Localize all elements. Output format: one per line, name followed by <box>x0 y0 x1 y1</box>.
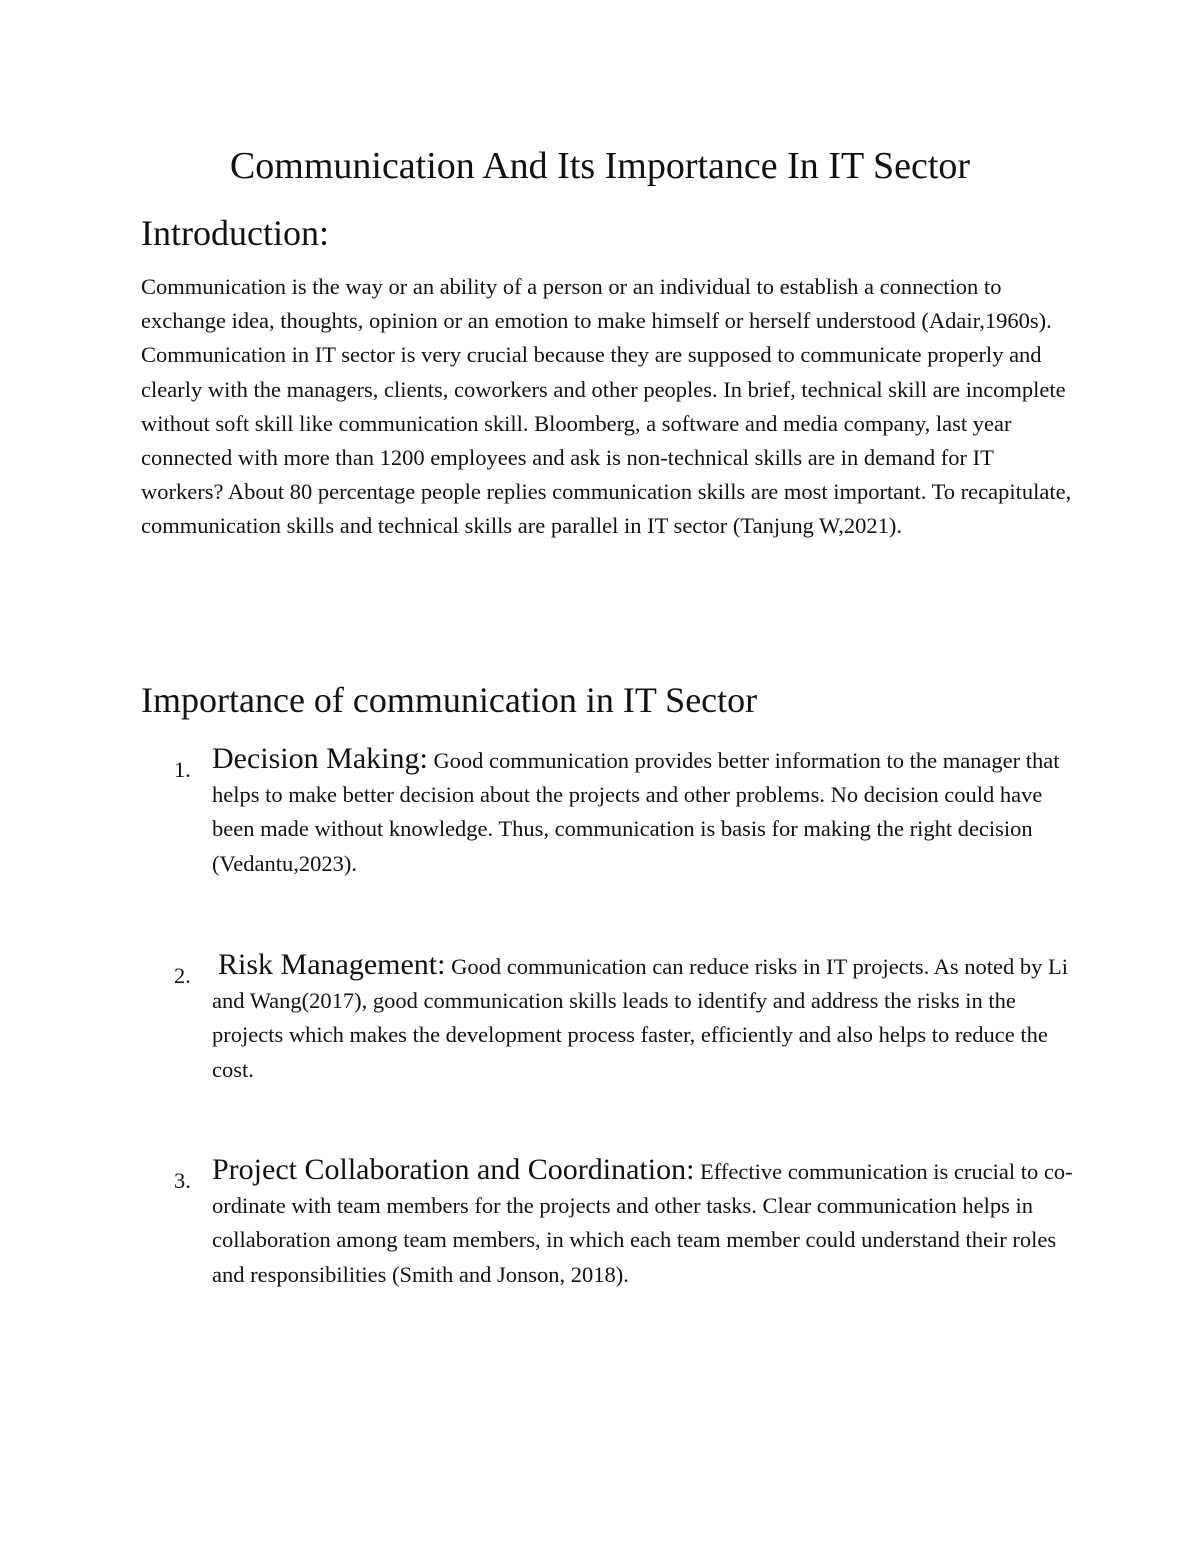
list-item-text: Good communication can reduce risks in IT projects. As noted by Li and Wang(2017), good communication skills leads to identify and address the risks in the projects which makes the development process faster, efficiently and also helps to reduce the cost. <box>212 954 1069 1082</box>
list-item-risk-management <box>141 948 1076 1087</box>
list-item-text: Effective communication is crucial to co-ordinate with team members for the projects and other tasks. Clear communication helps in collaboration among team members, in which each team member could understand their roles and responsibilities (Smith and Jonson, 2018). <box>212 1159 1073 1287</box>
introduction-heading: Introduction: <box>141 213 329 253</box>
list-item-body <box>212 1153 1076 1292</box>
list-item-term: Decision Making: <box>212 742 428 775</box>
list-item-number: 1. <box>174 757 191 782</box>
introduction-paragraph: Communication is the way or an ability of a person or an individual to establish a connection to exchange idea, thoughts, opinion or an emotion to make himself or herself understood (Adair,1960s). Communication in IT sector is very crucial because they are supposed to communicate properly and clearly with the managers, clients, coworkers and other peoples. In brief, technical skill are incomplete without soft skill like communication skill. Bloomberg, a software and media company, last year connected with more than 1200 employees and ask is non-technical skills are in demand for IT workers? About 80 percentage people replies communication skills are most important. To recapitulate, communication skills and technical skills are parallel in IT sector (Tanjung W,2021). <box>141 274 1072 539</box>
list-item-term: Project Collaboration and Coordination: <box>212 1153 695 1186</box>
list-item-project-collaboration <box>141 1153 1076 1292</box>
list-item-body <box>212 948 1076 1087</box>
list-item-term: Risk Management: <box>218 948 446 981</box>
document-title: Communication And Its Importance In IT Sector <box>229 145 971 187</box>
list-item-number: 3. <box>174 1168 191 1193</box>
list-item-decision-making <box>141 742 1076 881</box>
importance-heading: Importance of communication in IT Sector <box>141 680 758 720</box>
list-item-text: Good communication provides better information to the manager that helps to make better decision about the projects and other problems. No decision could have been made without knowledge. Thus, communication is basis for making the right decision (Vedantu,2023). <box>212 748 1060 876</box>
list-item-number: 2. <box>174 963 191 988</box>
list-item-body <box>212 742 1076 881</box>
